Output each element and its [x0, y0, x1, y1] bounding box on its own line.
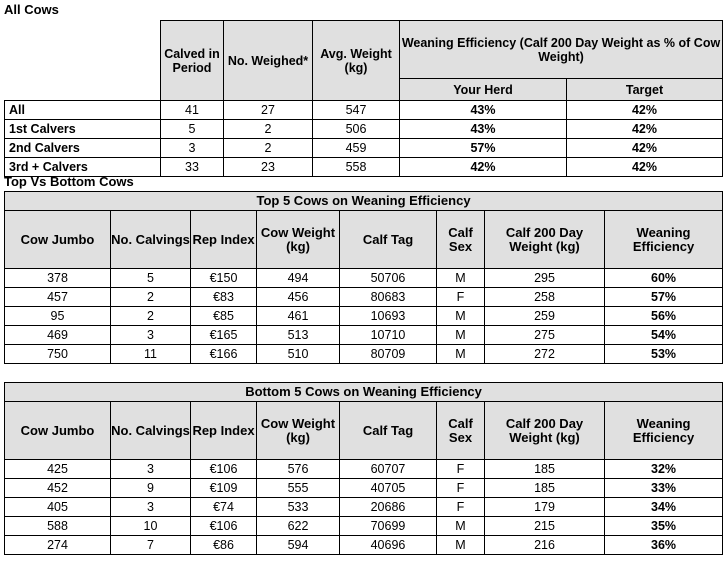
calf-weight-value: 216: [485, 536, 605, 555]
top-5-table: [4, 191, 723, 364]
cow-weight-value: 555: [257, 479, 340, 498]
row-label: 1st Calvers: [5, 120, 161, 139]
weighed-value: 2: [224, 120, 313, 139]
sex-value: M: [437, 536, 485, 555]
jumbo-value: 95: [5, 307, 111, 326]
header-rep: Rep Index: [191, 211, 257, 269]
eff-value: 33%: [605, 479, 723, 498]
avg-weight-value: 506: [313, 120, 400, 139]
cow-weight-value: 576: [257, 460, 340, 479]
header-calvings: No. Calvings: [111, 211, 191, 269]
top-cow-row: [5, 326, 723, 345]
header-calf-weight: Calf 200 Day Weight (kg): [485, 211, 605, 269]
cow-weight-value: 622: [257, 517, 340, 536]
all-cows-table: [4, 20, 723, 177]
avg-weight-value: 547: [313, 101, 400, 120]
bottom-cow-row: [5, 460, 723, 479]
all-cows-row: [5, 139, 723, 158]
sex-value: M: [437, 307, 485, 326]
tag-value: 10710: [340, 326, 437, 345]
eff-value: 36%: [605, 536, 723, 555]
all-cows-title: All Cows: [4, 2, 59, 17]
your-herd-value: 57%: [400, 139, 567, 158]
rep-value: €150: [191, 269, 257, 288]
jumbo-value: 378: [5, 269, 111, 288]
jumbo-value: 457: [5, 288, 111, 307]
cow-weight-value: 533: [257, 498, 340, 517]
calvings-value: 3: [111, 326, 191, 345]
sex-value: F: [437, 479, 485, 498]
calf-weight-value: 295: [485, 269, 605, 288]
header-tag: Calf Tag: [340, 402, 437, 460]
your-herd-value: 42%: [400, 158, 567, 177]
header-weaning-efficiency: Weaning Efficiency (Calf 200 Day Weight as % of Cow Weight): [400, 21, 723, 79]
row-label: 3rd + Calvers: [5, 158, 161, 177]
tag-value: 70699: [340, 517, 437, 536]
header-weighed: No. Weighed*: [224, 21, 313, 101]
calf-weight-value: 215: [485, 517, 605, 536]
rep-value: €85: [191, 307, 257, 326]
top-cow-row: [5, 288, 723, 307]
jumbo-value: 750: [5, 345, 111, 364]
tag-value: 10693: [340, 307, 437, 326]
tag-value: 40705: [340, 479, 437, 498]
row-label: 2nd Calvers: [5, 139, 161, 158]
calvings-value: 9: [111, 479, 191, 498]
bottom-cow-row: [5, 517, 723, 536]
calvings-value: 11: [111, 345, 191, 364]
cow-weight-value: 456: [257, 288, 340, 307]
eff-value: 53%: [605, 345, 723, 364]
calf-weight-value: 275: [485, 326, 605, 345]
rep-value: €106: [191, 517, 257, 536]
sex-value: F: [437, 288, 485, 307]
top-cow-row: [5, 269, 723, 288]
calf-weight-value: 272: [485, 345, 605, 364]
top-cow-row: [5, 345, 723, 364]
calved-value: 5: [161, 120, 224, 139]
header-rep: Rep Index: [191, 402, 257, 460]
calved-value: 3: [161, 139, 224, 158]
jumbo-value: 588: [5, 517, 111, 536]
header-jumbo: Cow Jumbo: [5, 211, 111, 269]
bottom-cow-row: [5, 479, 723, 498]
rep-value: €74: [191, 498, 257, 517]
calvings-value: 3: [111, 498, 191, 517]
header-calvings: No. Calvings: [111, 402, 191, 460]
header-your-herd: Your Herd: [400, 79, 567, 101]
avg-weight-value: 459: [313, 139, 400, 158]
header-calf-weight: Calf 200 Day Weight (kg): [485, 402, 605, 460]
bottom-cow-row: [5, 536, 723, 555]
sex-value: F: [437, 498, 485, 517]
sex-value: M: [437, 269, 485, 288]
eff-value: 34%: [605, 498, 723, 517]
cow-weight-value: 510: [257, 345, 340, 364]
eff-value: 54%: [605, 326, 723, 345]
header-sex: Calf Sex: [437, 402, 485, 460]
header-cow-weight: Cow Weight (kg): [257, 211, 340, 269]
top-cow-row: [5, 307, 723, 326]
eff-value: 32%: [605, 460, 723, 479]
calf-weight-value: 259: [485, 307, 605, 326]
target-value: 42%: [567, 101, 723, 120]
rep-value: €86: [191, 536, 257, 555]
top-vs-bottom-title: Top Vs Bottom Cows: [4, 174, 134, 189]
header-weaning: Weaning Efficiency: [605, 402, 723, 460]
calvings-value: 7: [111, 536, 191, 555]
all-cows-row: [5, 101, 723, 120]
calf-weight-value: 185: [485, 460, 605, 479]
sex-value: M: [437, 326, 485, 345]
avg-weight-value: 558: [313, 158, 400, 177]
header-calved: Calved in Period: [161, 21, 224, 101]
header-tag: Calf Tag: [340, 211, 437, 269]
jumbo-value: 274: [5, 536, 111, 555]
your-herd-value: 43%: [400, 101, 567, 120]
calf-weight-value: 258: [485, 288, 605, 307]
calf-weight-value: 185: [485, 479, 605, 498]
cow-weight-value: 494: [257, 269, 340, 288]
calvings-value: 2: [111, 288, 191, 307]
target-value: 42%: [567, 120, 723, 139]
jumbo-value: 425: [5, 460, 111, 479]
tag-value: 60707: [340, 460, 437, 479]
rep-value: €106: [191, 460, 257, 479]
cow-weight-value: 594: [257, 536, 340, 555]
cow-weight-value: 461: [257, 307, 340, 326]
calved-value: 41: [161, 101, 224, 120]
tag-value: 40696: [340, 536, 437, 555]
jumbo-value: 469: [5, 326, 111, 345]
header-avg-weight: Avg. Weight (kg): [313, 21, 400, 101]
header-cow-weight: Cow Weight (kg): [257, 402, 340, 460]
rep-value: €166: [191, 345, 257, 364]
rep-value: €109: [191, 479, 257, 498]
bottom-5-title: Bottom 5 Cows on Weaning Efficiency: [5, 383, 723, 402]
eff-value: 35%: [605, 517, 723, 536]
sex-value: M: [437, 517, 485, 536]
sex-value: F: [437, 460, 485, 479]
rep-value: €83: [191, 288, 257, 307]
top-5-title: Top 5 Cows on Weaning Efficiency: [5, 192, 723, 211]
target-value: 42%: [567, 139, 723, 158]
all-cows-corner: [5, 21, 161, 101]
header-target: Target: [567, 79, 723, 101]
eff-value: 56%: [605, 307, 723, 326]
calvings-value: 5: [111, 269, 191, 288]
all-cows-row: [5, 120, 723, 139]
target-value: 42%: [567, 158, 723, 177]
cow-weight-value: 513: [257, 326, 340, 345]
weighed-value: 2: [224, 139, 313, 158]
sex-value: M: [437, 345, 485, 364]
calvings-value: 10: [111, 517, 191, 536]
weighed-value: 23: [224, 158, 313, 177]
jumbo-value: 405: [5, 498, 111, 517]
jumbo-value: 452: [5, 479, 111, 498]
eff-value: 57%: [605, 288, 723, 307]
header-sex: Calf Sex: [437, 211, 485, 269]
your-herd-value: 43%: [400, 120, 567, 139]
calf-weight-value: 179: [485, 498, 605, 517]
bottom-cow-row: [5, 498, 723, 517]
eff-value: 60%: [605, 269, 723, 288]
tag-value: 20686: [340, 498, 437, 517]
header-weaning: Weaning Efficiency: [605, 211, 723, 269]
tag-value: 50706: [340, 269, 437, 288]
calvings-value: 2: [111, 307, 191, 326]
tag-value: 80709: [340, 345, 437, 364]
bottom-5-table: [4, 382, 723, 555]
rep-value: €165: [191, 326, 257, 345]
header-jumbo: Cow Jumbo: [5, 402, 111, 460]
tag-value: 80683: [340, 288, 437, 307]
weighed-value: 27: [224, 101, 313, 120]
row-label: All: [5, 101, 161, 120]
calvings-value: 3: [111, 460, 191, 479]
calved-value: 33: [161, 158, 224, 177]
